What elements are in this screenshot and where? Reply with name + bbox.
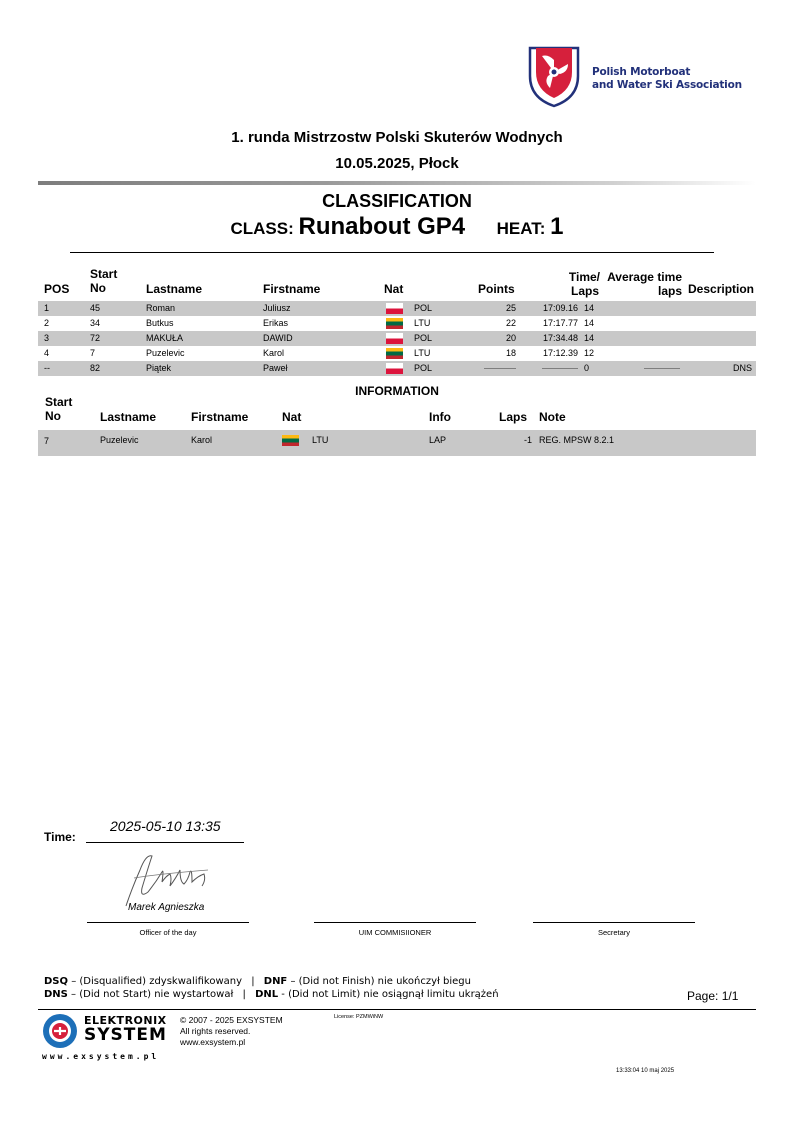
time-underline	[86, 842, 244, 843]
row-firstname: Juliusz	[263, 303, 291, 313]
row-time: 17:34.48	[542, 333, 578, 343]
row-nat: LTU	[414, 348, 431, 358]
row-start-no: 7	[90, 348, 96, 358]
role-commissioner: UIM COMMISIIONER	[358, 928, 432, 937]
row-firstname: Karol	[263, 348, 285, 358]
legend-dsq-text: – (Disqualified) zdyskwalifikowany	[68, 976, 243, 987]
print-timestamp: 13:33:04 10 maj 2025	[616, 1068, 675, 1074]
information-title: INFORMATION	[355, 384, 439, 398]
row-laps: 12	[584, 348, 595, 358]
info-col-lastname: Lastname	[100, 410, 157, 424]
row-pos: 3	[44, 333, 50, 343]
row-start-no: 82	[90, 363, 101, 373]
legend-dnf-text: – (Did not Finish) nie ukończył biegu	[287, 976, 471, 987]
signer-name: Marek Agnieszka	[128, 902, 205, 913]
information-row	[38, 430, 756, 456]
row-nat: POL	[414, 333, 433, 343]
legend-line-2	[44, 989, 499, 1000]
col-avg-line2: laps	[657, 284, 682, 298]
exsystem-brand-line1: ELEKTRONIX	[84, 1014, 167, 1027]
row-time: ------------------	[542, 366, 578, 372]
row-pos: 1	[44, 303, 50, 313]
legend-dns-code: DNS	[44, 989, 68, 1000]
legend-separator: |	[251, 976, 255, 987]
row-points: 25	[505, 303, 516, 313]
row-nat: POL	[414, 303, 433, 313]
legend-dnl-text: - (Did not Limit) nie osiągnął limitu ukrążeń	[278, 989, 499, 1000]
col-no: No	[90, 281, 106, 295]
association-logo-icon	[528, 46, 580, 108]
row-time: 17:12.39	[542, 348, 578, 358]
flag-pol-icon	[386, 333, 403, 344]
row-pos: --	[44, 363, 50, 373]
legend-dsq-code: DSQ	[44, 976, 69, 987]
row-start-no: 45	[90, 303, 101, 313]
row-laps: 0	[584, 363, 590, 373]
info-lastname: Puzelevic	[100, 435, 139, 445]
legend-dns-text: – (Did not Start) nie wystartował	[67, 989, 234, 1000]
row-nat: LTU	[414, 318, 431, 328]
exsystem-logo-icon	[42, 1013, 78, 1049]
flag-ltu-icon	[386, 348, 403, 359]
info-note: REG. MPSW 8.2.1	[539, 435, 615, 445]
info-laps: -1	[523, 435, 532, 445]
exsystem-url: www.exsystem.pl	[42, 1052, 160, 1061]
row-start-no: 34	[90, 318, 101, 328]
row-lastname: MAKUŁA	[146, 333, 184, 343]
legend-line-1	[44, 976, 471, 987]
row-pos: 4	[44, 348, 50, 358]
col-points: Points	[478, 282, 515, 296]
col-laps: Laps	[570, 284, 599, 298]
row-points: 18	[505, 348, 516, 358]
association-name	[592, 66, 742, 92]
flag-pol-icon	[386, 303, 403, 314]
class-label: CLASS:	[230, 219, 294, 238]
row-pos: 2	[44, 318, 50, 328]
flag-pol-icon	[386, 363, 403, 374]
legend-dnf-code: DNF	[263, 976, 288, 987]
info-col-note: Note	[539, 410, 566, 424]
info-col-start: Start	[45, 395, 73, 409]
event-title: 1. runda Mistrzostw Polski Skuterów Wodnych	[231, 129, 563, 146]
table-row	[38, 361, 756, 376]
row-laps: 14	[584, 303, 595, 313]
row-nat: POL	[414, 363, 433, 373]
row-time: 17:09.16	[542, 303, 578, 313]
row-firstname: Erikas	[263, 318, 289, 328]
legend-dnl-code: DNL	[255, 989, 279, 1000]
col-time: Time/	[568, 270, 600, 284]
association-name-line2: and Water Ski Association	[592, 79, 742, 91]
footer-rights: All rights reserved.	[180, 1026, 251, 1036]
role-secretary: Secretary	[597, 928, 631, 937]
col-avg-line1: Average time	[607, 270, 682, 284]
info-col-nat: Nat	[282, 410, 302, 424]
col-pos: POS	[44, 282, 70, 296]
footer-divider	[38, 1009, 756, 1010]
table-row	[38, 301, 756, 316]
flag-ltu-icon	[386, 318, 403, 329]
col-start: Start	[90, 267, 118, 281]
signature-icon	[118, 848, 218, 908]
class-heat-line	[0, 213, 794, 241]
heat-label: HEAT:	[496, 219, 546, 238]
col-lastname: Lastname	[146, 282, 203, 296]
row-firstname: DAWID	[263, 333, 293, 343]
legend-separator: |	[242, 989, 246, 1000]
signature-line-commissioner	[314, 922, 476, 923]
row-lastname: Butkus	[146, 318, 174, 328]
row-laps: 14	[584, 333, 595, 343]
row-points: 20	[505, 333, 516, 343]
row-points: 22	[505, 318, 516, 328]
signature-line-secretary	[533, 922, 695, 923]
row-description: DNS	[732, 363, 752, 373]
event-date: 10.05.2025, Płock	[335, 155, 459, 172]
association-name-line1: Polish Motorboat	[592, 66, 691, 78]
info-col-firstname: Firstname	[191, 410, 249, 424]
heat-value: 1	[550, 213, 564, 240]
row-firstname: Paweł	[263, 363, 288, 373]
row-avg: ------------------	[644, 366, 680, 372]
footer-site-link[interactable]: www.exsystem.pl	[180, 1037, 246, 1047]
row-lastname: Puzelevic	[146, 348, 185, 358]
page-number: Page: 1/1	[687, 989, 739, 1003]
table-row	[38, 316, 756, 331]
footer-copyright-block	[180, 1015, 283, 1048]
time-value: 2025-05-10 13:35	[110, 818, 221, 834]
class-value: Runabout GP4	[298, 213, 466, 240]
classification-title: CLASSIFICATION	[322, 191, 472, 211]
info-nat: LTU	[312, 435, 329, 445]
row-points: ----------------	[484, 366, 516, 372]
col-firstname: Firstname	[263, 282, 321, 296]
info-firstname: Karol	[191, 435, 213, 445]
table-row	[38, 346, 756, 361]
info-col-no: No	[45, 409, 61, 423]
info-start-no: 7	[44, 436, 50, 446]
table-row	[38, 331, 756, 346]
class-divider	[70, 252, 714, 253]
info-col-info: Info	[429, 410, 451, 424]
time-label: Time:	[44, 830, 76, 844]
footer-copyright: © 2007 - 2025 EXSYSTEM	[180, 1015, 283, 1025]
col-nat: Nat	[384, 282, 404, 296]
row-time: 17:17.77	[542, 318, 578, 328]
license-text: License: PZMWiNW	[334, 1014, 384, 1020]
header-divider	[38, 181, 756, 185]
flag-ltu-icon	[282, 435, 299, 446]
info-info: LAP	[429, 435, 447, 445]
role-officer: Officer of the day	[139, 928, 197, 937]
row-start-no: 72	[90, 333, 101, 343]
signature-line-officer	[87, 922, 249, 923]
exsystem-brand-line2: SYSTEM	[84, 1025, 167, 1045]
row-laps: 14	[584, 318, 595, 328]
row-lastname: Piątek	[146, 363, 172, 373]
info-col-laps: Laps	[499, 410, 528, 424]
col-description: Description	[688, 282, 755, 296]
row-lastname: Roman	[146, 303, 176, 313]
